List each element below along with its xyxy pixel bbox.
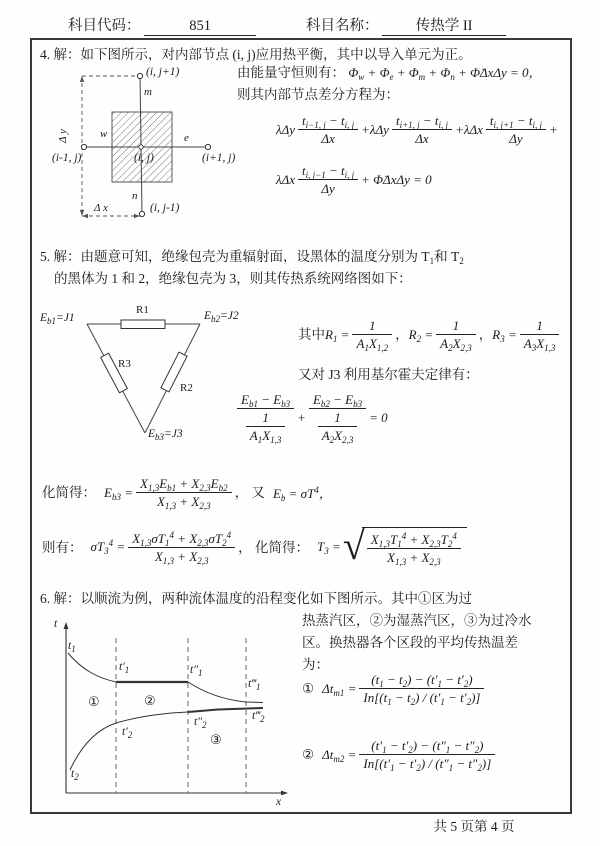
f2-lhs: $\Delta t_{m2}$ = bbox=[322, 746, 357, 764]
label-t1-dprime: $t''_1$ bbox=[190, 664, 203, 678]
radical-sign: √ bbox=[342, 523, 365, 568]
keq-frac2-inner-num: 1 bbox=[318, 410, 358, 427]
eq1-frac2-den: Δx bbox=[415, 131, 429, 146]
label-node-eb3: $E_{b3}=J3$ bbox=[148, 428, 183, 442]
label-node-eb2: $E_{b2}=J2$ bbox=[204, 310, 239, 324]
eq1-term1-coef: λΔy bbox=[276, 121, 296, 137]
r3-lhs: $R_3$ = bbox=[492, 326, 517, 344]
keq-frac1 bbox=[237, 392, 294, 443]
graph-xlabel: x bbox=[276, 796, 282, 808]
node-center bbox=[139, 145, 143, 149]
subject-name-value: 传热学 II bbox=[382, 14, 506, 36]
then-frac bbox=[128, 531, 235, 564]
eq1-frac3-den: Δy bbox=[509, 131, 523, 146]
label-dy: Δ y bbox=[56, 129, 69, 143]
r2-num: 1 bbox=[436, 318, 476, 335]
dy-arrow-down bbox=[80, 210, 84, 216]
f1-lhs: $\Delta t_{m1}$ = bbox=[322, 680, 357, 698]
q4-equation-line2 bbox=[276, 163, 432, 196]
r2-lhs: $R_2$ = bbox=[408, 326, 434, 344]
keq-plus: + bbox=[297, 409, 306, 425]
eq2-frac1-num: $t_{i, j-1} - t_{i, j}$ bbox=[298, 163, 358, 180]
eq2-term1-coef: λΔx bbox=[276, 171, 296, 187]
f2-den: $In[(t'_1 - t'_2) / (t''_1 - t''_2)]$ bbox=[363, 756, 492, 773]
radicand bbox=[362, 527, 467, 567]
eq1-plus1: + bbox=[361, 121, 370, 137]
label-t2-tprime: $t‴_2$ bbox=[252, 710, 265, 724]
simplify-frac bbox=[136, 476, 232, 509]
eq1-frac1 bbox=[298, 113, 358, 146]
label-r1: R1 bbox=[136, 304, 149, 316]
eq1-frac2-num: $t_{i+1, j} - t_{i, j}$ bbox=[392, 113, 452, 130]
q5-simplify-line bbox=[42, 476, 332, 509]
then-mid: ， 化简得： bbox=[238, 539, 310, 555]
subject-name-label: 科目名称： bbox=[306, 18, 379, 34]
r1-lhs: $R_1$ = bbox=[325, 326, 350, 344]
keq-frac1-inner bbox=[246, 410, 286, 443]
q4-equation-line1 bbox=[276, 113, 558, 146]
r2-frac bbox=[436, 318, 476, 351]
label-region-2: ② bbox=[144, 693, 156, 708]
q4-line1: 4. 解：如下图所示，对内部节点 (i, j)应用热平衡，其中以导入单元为正。 bbox=[40, 47, 472, 62]
q6-line3: 区。换热器各个区段的平均传热温差 bbox=[302, 635, 518, 650]
f1-tag: ① bbox=[302, 681, 315, 696]
keq-frac1-inner-num: 1 bbox=[246, 410, 286, 427]
label-node-center: (i, j) bbox=[134, 152, 154, 164]
q6-line4: 为： bbox=[302, 657, 329, 672]
q4-energy-equation: $\Phi_w + \Phi_e + \Phi_m + \Phi_n$ + Φ̇ΔxΔy = 0， bbox=[348, 65, 542, 82]
temperature-graph-svg bbox=[40, 616, 315, 816]
node-bottom bbox=[139, 211, 144, 216]
r2-den: $A_2X_{2,3}$ bbox=[440, 336, 472, 353]
hot-fluid-curve-zone1 bbox=[68, 653, 116, 682]
node-top bbox=[137, 73, 142, 78]
q4-energy-line bbox=[237, 62, 542, 83]
then-den: $X_{1,3} + X_{2,3}$ bbox=[154, 548, 209, 566]
label-node-bottom: (i, j-1) bbox=[150, 202, 180, 214]
eq1-term3-coef: λΔx bbox=[463, 121, 483, 137]
r-comma2: ， bbox=[478, 327, 493, 342]
label-node-right: (i+1, j) bbox=[202, 152, 236, 164]
q5-resistance-line bbox=[298, 318, 562, 351]
then-lhs: $\sigma T_3^4$ = bbox=[90, 538, 126, 556]
eq1-term2-coef: λΔy bbox=[369, 121, 389, 137]
q5-line2: 的黑体为 1 和 2，绝缘包壳为 3，则其传热系统网络图如下： bbox=[54, 271, 412, 286]
q5-line1: 5. 解：由题意可知，绝缘包壳为重辐射面，设黑体的温度分别为 $T_1$和 $T_2$ bbox=[40, 249, 464, 266]
node-left bbox=[81, 144, 86, 149]
r-comma1: ， bbox=[395, 327, 409, 342]
r1-frac bbox=[352, 318, 392, 351]
label-t1: $t_1$ bbox=[68, 640, 76, 654]
keq-frac2-den bbox=[309, 409, 366, 443]
eq1-frac1-num: $t_{i-1, j} - t_{i, j}$ bbox=[298, 113, 358, 130]
q6-line2: 热蒸汽区，②为湿蒸汽区，③为过冷水 bbox=[302, 613, 532, 628]
keq-frac2-num: $E_{b2} - E_{b3}$ bbox=[309, 392, 366, 409]
simplify-mid: ， 又 bbox=[234, 485, 265, 500]
q5-kirchhoff-equation bbox=[234, 392, 388, 443]
label-node-left: (i-1, j) bbox=[52, 152, 82, 164]
sqrt-frac bbox=[367, 532, 461, 565]
q6-temperature-graph bbox=[40, 616, 315, 816]
q5-then-line bbox=[42, 523, 467, 568]
keq-equals: = 0 bbox=[369, 409, 388, 425]
then-t3: $T_3$ = bbox=[317, 539, 341, 556]
simplify-eb: $E_b = \sigma T^4$， bbox=[272, 485, 332, 503]
r1-num: 1 bbox=[352, 318, 392, 335]
footer-page-info: 共 5 页第 4 页 bbox=[433, 819, 515, 834]
then-lead: 则有： bbox=[42, 539, 83, 555]
cold-fluid-curve bbox=[70, 712, 188, 770]
eq1-frac1-den: Δx bbox=[321, 131, 335, 146]
q5-kirchhoff-intro: 又对 J3 利用基尔霍夫定律有： bbox=[298, 367, 479, 382]
q6-formula-2 bbox=[302, 738, 498, 771]
label-t2-dprime: $t''_2$ bbox=[194, 716, 207, 730]
label-t2-prime: $t'_2$ bbox=[122, 726, 133, 740]
eq2-frac1 bbox=[298, 163, 358, 196]
q4-line2: 则其内部节点差分方程为： bbox=[237, 87, 399, 102]
graph-ylabel: t bbox=[54, 618, 58, 630]
simplify-num: $X_{1,3}E_{b1} + X_{2,3}E_{b2}$ bbox=[136, 476, 232, 493]
dx-arrow-left bbox=[82, 214, 88, 218]
q6-formula-1 bbox=[302, 672, 487, 705]
eq1-frac3-num: $t_{i, j+1} - t_{i, j}$ bbox=[486, 113, 546, 130]
subject-code-label: 科目代码： bbox=[68, 18, 141, 34]
header-subject-code bbox=[68, 14, 256, 36]
r1-den: $A_1X_{1,2}$ bbox=[356, 336, 389, 353]
label-branch-e: e bbox=[184, 132, 189, 144]
label-branch-m: m bbox=[144, 86, 152, 98]
node-right bbox=[205, 144, 210, 149]
label-t1-tprime: $t‴_1$ bbox=[248, 678, 261, 692]
keq-frac1-num: $E_{b1} - E_{b3}$ bbox=[237, 392, 294, 409]
f2-tag: ② bbox=[302, 747, 315, 762]
eq2-tail: + Φ̇ΔxΔy = 0 bbox=[361, 171, 432, 187]
keq-frac2 bbox=[309, 392, 366, 443]
r3-num: 1 bbox=[520, 318, 560, 335]
label-branch-w: w bbox=[100, 128, 108, 140]
r3-frac bbox=[520, 318, 560, 351]
label-node-top: (i, j+1) bbox=[146, 66, 180, 78]
simplify-lhs: $E_{b3}$ = bbox=[104, 484, 133, 502]
q4-node-diagram bbox=[38, 68, 256, 228]
r3-den: $A_3X_{1,3}$ bbox=[523, 336, 556, 353]
q4-energy-label: 由能量守恒则有： bbox=[237, 65, 345, 80]
then-num: $X_{1,3}\sigma T_1^4 + X_{2,3}\sigma T_2^4$ bbox=[128, 531, 235, 548]
sqrt-den: $X_{1,3} + X_{2,3}$ bbox=[387, 549, 441, 567]
keq-frac2-inner-den: $A_2X_{2,3}$ bbox=[321, 428, 354, 445]
subject-code-value: 851 bbox=[144, 18, 256, 36]
keq-frac1-den bbox=[237, 409, 294, 443]
then-sqrt bbox=[342, 523, 467, 568]
eq1-plus2: + bbox=[455, 121, 464, 137]
x-axis-arrow bbox=[281, 791, 288, 796]
f1-den: $In[(t_1 - t_2) / (t'_1 - t'_2)]$ bbox=[363, 690, 481, 707]
f2-frac bbox=[359, 738, 495, 771]
y-axis-arrow bbox=[64, 622, 69, 629]
simplify-den: $X_{1,3} + X_{2,3}$ bbox=[156, 494, 211, 511]
label-r3: R3 bbox=[118, 358, 131, 370]
eq1-frac3 bbox=[486, 113, 546, 146]
keq-frac1-inner-den: $A_1X_{1,3}$ bbox=[249, 428, 282, 445]
label-node-eb1: $E_{b1}=J1$ bbox=[40, 312, 75, 326]
label-region-1: ① bbox=[88, 694, 100, 709]
f1-num: $(t_1 - t_2) - (t'_1 - t'_2)$ bbox=[359, 672, 484, 689]
simplify-lead: 化简得： bbox=[42, 485, 96, 500]
label-r2: R2 bbox=[180, 382, 193, 394]
label-dx: Δ x bbox=[94, 202, 108, 214]
eq1-frac2 bbox=[392, 113, 452, 146]
q6-line1: 6. 解：以顺流为例，两种流体温度的沿程变化如下图所示。其中①区为过 bbox=[40, 591, 472, 606]
f2-num: $(t'_1 - t'_2) - (t''_1 - t''_2)$ bbox=[359, 738, 495, 755]
keq-frac2-inner bbox=[318, 410, 358, 443]
eq1-plus3: + bbox=[548, 121, 558, 137]
label-t2: $t_2$ bbox=[71, 768, 79, 782]
label-region-3: ③ bbox=[210, 732, 222, 747]
label-t1-prime: $t'_1$ bbox=[119, 661, 130, 675]
resistor-r1 bbox=[121, 320, 165, 329]
dy-arrow-up bbox=[80, 76, 84, 82]
sqrt-num: $X_{1,3}T_1^4 + X_{2,3}T_2^4$ bbox=[367, 532, 461, 549]
label-branch-n: n bbox=[132, 190, 138, 202]
eq2-frac1-den: Δy bbox=[321, 181, 335, 196]
header-subject-name bbox=[306, 14, 506, 36]
r-line-lead: 其中 bbox=[298, 327, 325, 342]
f1-frac bbox=[359, 672, 484, 705]
